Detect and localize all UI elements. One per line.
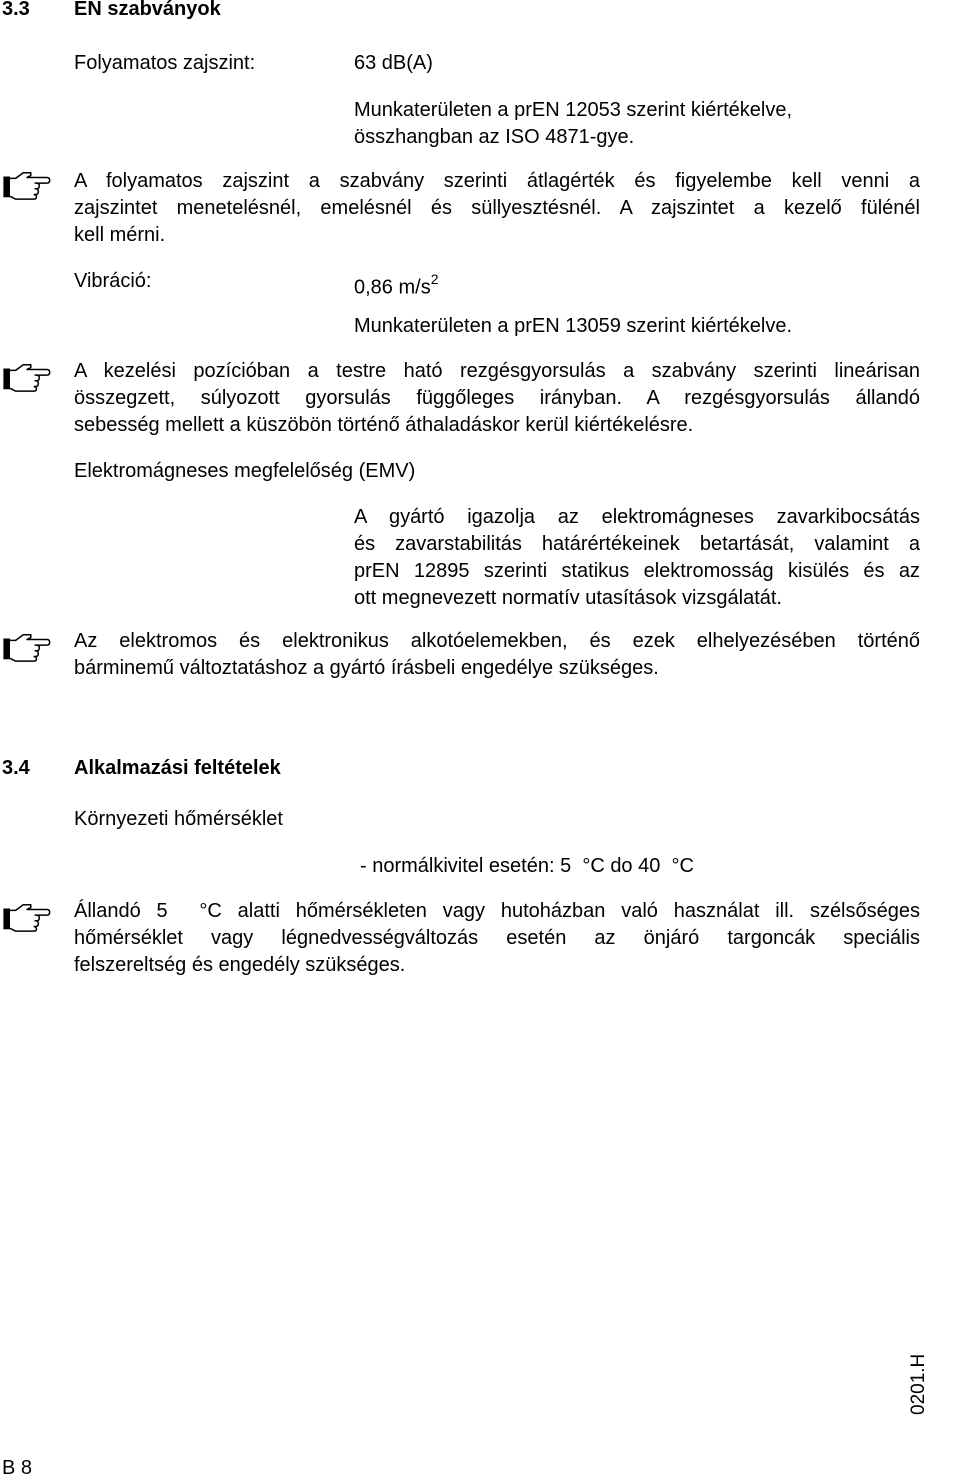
pointing-hand-icon	[2, 900, 52, 934]
page-number: B 8	[2, 1457, 33, 1479]
vibration-label: Vibráció:	[74, 270, 152, 292]
note-vibration: A kezelési pozícióban a testre ható rezgésgyorsulás a szabvány szerinti lineárisan összegzett, súlyozott gyorsulás függőleges irányban. A rezgésgyorsulás állandó sebesség mellett a küszöbön történő áthaladáskor kerül kiértékelésre.	[74, 360, 920, 436]
temperature-label: Környezeti hőmérséklet	[74, 808, 283, 830]
vibration-evaluation: Munkaterületen a prEN 13059 szerint kiértékelve.	[354, 315, 793, 337]
noise-value: 63 dB(A)	[354, 52, 433, 74]
vibration-value: 0,86 $m/s^2$	[354, 271, 439, 299]
emv-text: A gyártó igazolja az elektromágneses zavarkibocsátás és zavarstabilitás határértékeinek betartását, valamint a prEN 12895 szerinti statikus elektromosság kisülés és az ott megnevezett normatív utasítások vizsgálatát.	[354, 506, 920, 609]
section-number: 3.3	[2, 0, 30, 20]
pointing-hand-icon	[2, 168, 52, 202]
vibration-exponent: 2	[430, 271, 439, 287]
document-code: 0201.H	[908, 1353, 929, 1415]
pointing-hand-icon	[2, 360, 52, 394]
pointing-hand-icon	[2, 630, 52, 664]
section-title: Alkalmazási feltételek	[74, 757, 281, 779]
emv-label: Elektromágneses megfelelőség (EMV)	[74, 460, 416, 482]
section-number: 3.4	[2, 757, 30, 779]
noise-label: Folyamatos zajszint:	[74, 52, 256, 74]
note-emv: Az elektromos és elektronikus alkotóelemekben, és ezek elhelyezésében történő bárminemű változtatáshoz a gyártó írásbeli engedélye szükséges.	[74, 630, 920, 679]
note-noise: A folyamatos zajszint a szabvány szerinti átlagérték és figyelembe kell venni a zajszintet menetelésnél, emelésnél és süllyesztésnél. A zajszintet a kezelő fülénél kell mérni.	[74, 170, 920, 246]
section-title: EN szabványok	[74, 0, 221, 20]
temperature-value: - normálkivitel esetén: 5 °C do 40 °C	[360, 855, 694, 877]
note-temperature: Állandó 5 °C alatti hőmérsékleten vagy hutoházban való használat ill. szélsőséges hőmérséklet vagy légnedvességváltozás esetén az önjáró targoncák speciális felszereltség és engedély szükséges.	[74, 900, 920, 976]
noise-evaluation: Munkaterületen a prEN 12053 szerint kiértékelve, összhangban az ISO 4871-gye.	[354, 99, 793, 148]
